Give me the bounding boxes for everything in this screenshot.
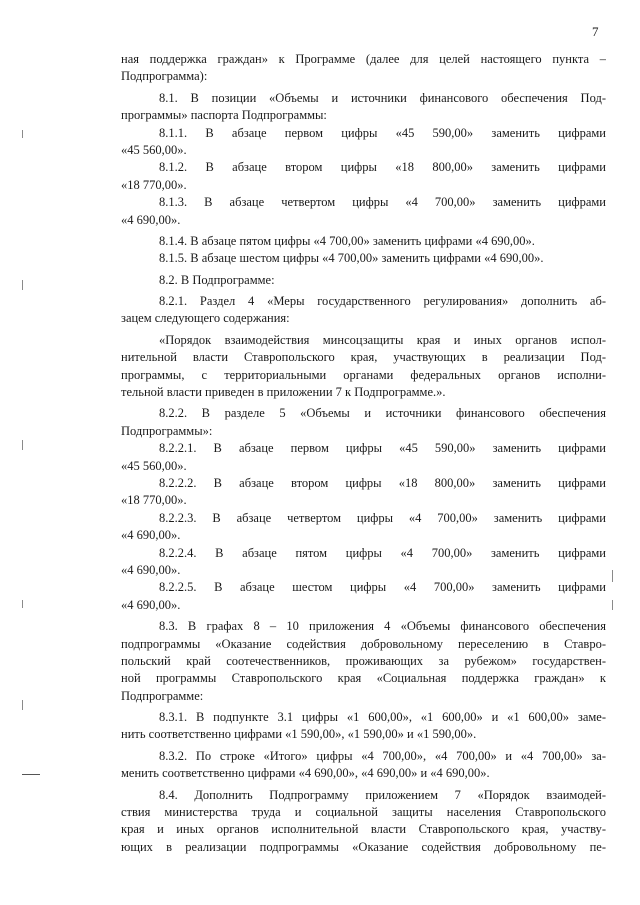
text-line: 8.2.2.2. В абзаце втором цифры «18 800,00» заменить цифрами [159,475,606,490]
text-line: 8.3.1. В подпункте 3.1 цифры «1 600,00», «1 600,00» и «1 600,00» заме- [159,710,606,725]
text-line: подпрограммы «Оказание содействия добровольному переселению в Ставро- [121,636,606,651]
text-line: тельной власти приведен в приложении 7 к Подпрограмме.». [121,385,446,400]
text-line: 8.2.1. Раздел 4 «Меры государственного регулирования» дополнить аб- [159,294,606,309]
scan-margin-mark [22,280,23,290]
scan-margin-mark [612,570,613,582]
text-line: «4 690,00». [121,597,181,612]
text-line: 8.3.2. По строке «Итого» цифры «4 700,00», «4 700,00» и «4 700,00» за- [159,748,606,763]
text-line: «45 560,00». [121,142,187,157]
scan-artifact-dash [22,774,40,775]
text-line: 8.2.2.1. В абзаце первом цифры «45 590,00» заменить цифрами [159,441,606,456]
text-line: 8.2.2.3. В абзаце четвертом цифры «4 700,00» заменить цифрами [159,510,606,525]
text-line: программы» паспорта Подпрограммы: [121,108,327,123]
scan-margin-mark [22,440,23,450]
text-line: 8.1.4. В абзаце пятом цифры «4 700,00» заменить цифрами «4 690,00». [159,233,535,248]
text-line: 8.2.2.5. В абзаце шестом цифры «4 700,00» заменить цифрами [159,580,606,595]
text-line: «4 690,00». [121,212,181,227]
text-line: 8.2.2. В разделе 5 «Объемы и источники финансового обеспечения [159,406,606,421]
text-line: 8.1. В позиции «Объемы и источники финансового обеспечения Под- [159,90,606,105]
text-line: 8.3. В графах 8 – 10 приложения 4 «Объемы финансового обеспечения [159,619,606,634]
text-line: ной программы Ставропольского края «Социальная поддержка граждан» к [121,671,606,686]
text-line: менить соответственно цифрами «4 690,00», «4 690,00» и «4 690,00». [121,766,490,781]
text-line: 8.4. Дополнить Подпрограмму приложением 7 «Порядок взаимодей- [159,787,606,802]
text-line: польский край соотечественников, проживающих за рубежом» государствен- [121,653,606,668]
text-line: ствия министерства труда и социальной защиты населения Ставропольского [121,805,606,820]
text-line: 8.1.5. В абзаце шестом цифры «4 700,00» заменить цифрами «4 690,00». [159,251,544,266]
text-line: 8.2.2.4. В абзаце пятом цифры «4 700,00» заменить цифрами [159,545,606,560]
text-line: 8.2. В Подпрограмме: [159,272,275,287]
text-line: 8.1.2. В абзаце втором цифры «18 800,00» заменить цифрами [159,160,606,175]
text-line: «4 690,00». [121,528,181,543]
text-line: «18 770,00». [121,493,187,508]
text-line: «Порядок взаимодействия минсоцзащиты края и иных органов испол- [159,332,606,347]
text-line: «18 770,00». [121,177,187,192]
text-line: 8.1.1. В абзаце первом цифры «45 590,00» заменить цифрами [159,125,606,140]
text-line: Подпрограммы»: [121,423,213,438]
scan-margin-mark [612,600,613,610]
text-line: 8.1.3. В абзаце четвертом цифры «4 700,00» заменить цифрами [159,195,606,210]
text-line: программы, с территориальными органами федеральных органов исполни- [121,367,606,382]
text-line: зацем следующего содержания: [121,311,290,326]
text-line: нительной власти Ставропольского края, участвующих в реализации Под- [121,350,606,365]
text-line: ющих в реализации подпрограммы «Оказание содействия добровольному пе- [121,839,606,854]
text-line: нить соответственно цифрами «1 590,00», «1 590,00» и «1 590,00». [121,727,477,742]
scan-margin-mark [22,600,23,608]
scan-margin-mark [22,700,23,710]
text-line: Подпрограмма): [121,69,208,84]
scan-margin-mark [22,130,23,138]
text-line: «4 690,00». [121,562,181,577]
text-line: Подпрограмме: [121,688,204,703]
text-line: ная поддержка граждан» к Программе (далее для целей настоящего пункта – [121,52,606,66]
text-line: «45 560,00». [121,458,187,473]
document-body [121,51,606,856]
page-number: 7 [592,24,599,39]
text-line: края и иных органов исполнительной власти Ставропольского края, участву- [121,822,606,837]
